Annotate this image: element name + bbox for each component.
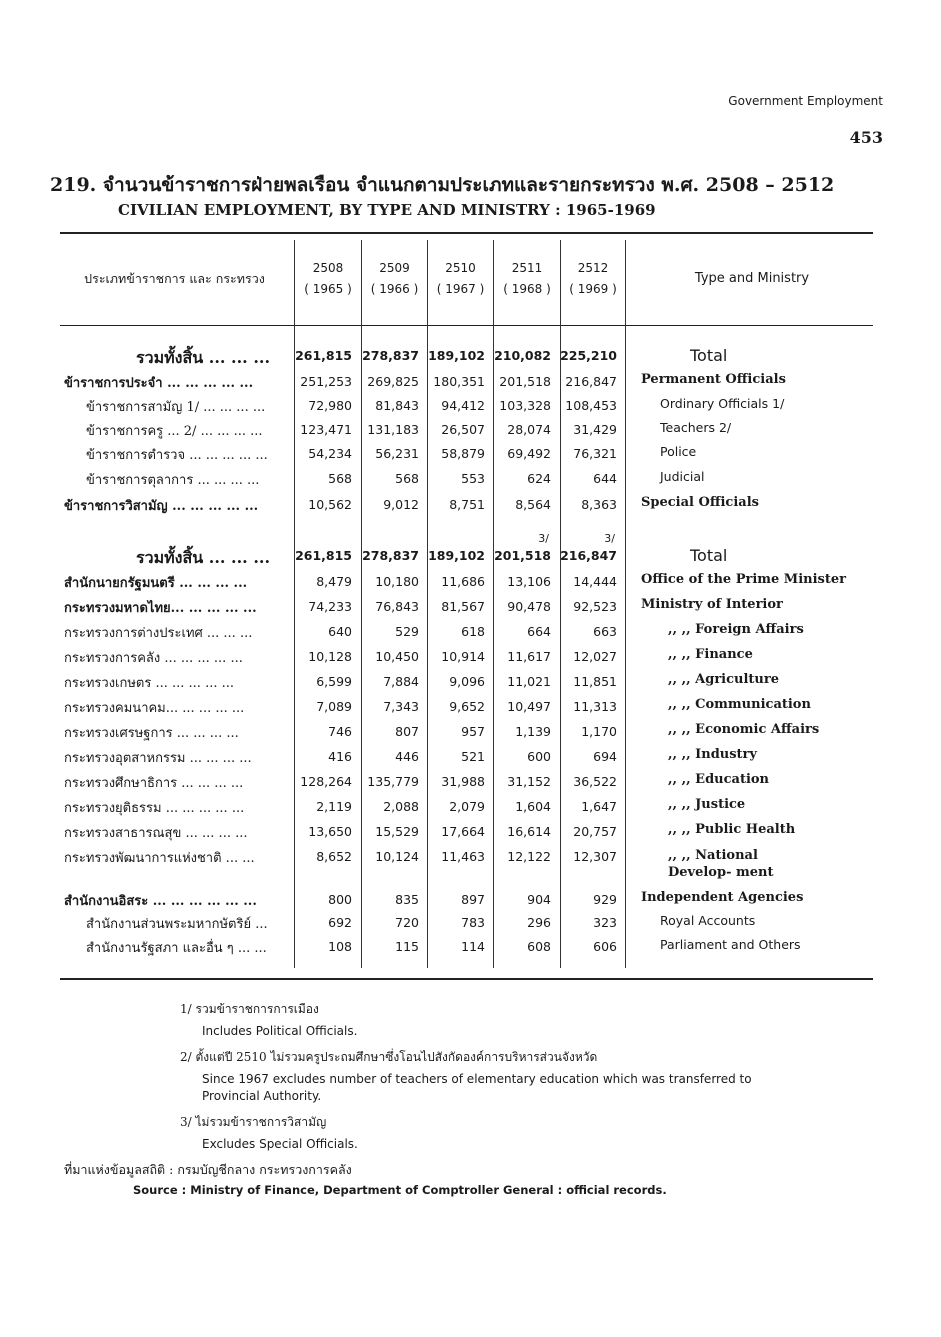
cell-value: 12,122 [507,849,551,864]
cell-value: 957 [461,724,485,739]
row-label-thai: ข้าราชการครู ... 2/ ... ... ... ... [86,424,263,439]
cell-value: 58,879 [441,446,485,461]
cell-value: 7,089 [316,699,352,714]
cell-value: 416 [328,749,352,764]
cell-value: 12,307 [573,849,617,864]
cell-value: 694 [593,749,617,764]
col-header-year: 2512 ( 1969 ) [569,261,617,296]
row-label-english: ,, ,, National Develop- ment [668,848,774,880]
cell-value: 74,233 [308,599,352,614]
table-row [0,772,941,796]
row-label-english: Total [690,346,728,365]
table-row [0,797,941,821]
cell-value: 2,119 [316,799,352,814]
cell-value: 10,562 [308,497,352,512]
table-row [0,420,941,444]
footnote-3-english: Excludes Special Officials. [202,1137,358,1151]
row-label-thai: กระทรวงยุติธรรม ... ... ... ... ... [64,801,245,816]
table-row [0,572,941,596]
cell-value: 108 [328,939,352,954]
cell-value: 131,183 [367,422,419,437]
cell-value: 81,567 [441,599,485,614]
row-label-thai: สำนักงานรัฐสภา และอื่น ๆ ... ... [86,941,267,956]
table-row [0,913,941,937]
table-row [0,847,941,880]
cell-value: 72,980 [308,398,352,413]
cell-value: 10,497 [507,699,551,714]
row-label-english: Independent Agencies [641,890,804,905]
row-label-english: ,, ,, Communication [668,697,811,712]
table-title-thai: 219. จำนวนข้าราชการฝ่ายพลเรือน จำแนกตามประเภทและรายกระทรวง พ.ศ. 2508 – 2512 [50,174,835,196]
cell-value: 135,779 [367,774,419,789]
cell-value: 746 [328,724,352,739]
cell-value: 225,210 [560,348,617,363]
cell-value: 28,074 [507,422,551,437]
cell-value: 251,253 [300,374,352,389]
table-row [0,444,941,468]
cell-value: 10,180 [375,574,419,589]
cell-value: 216,847 [560,548,617,563]
source-thai: ที่มาแห่งข้อมูลสถิติ : กรมบัญชีกลาง กระทรวงการคลัง [64,1162,352,1177]
col-header-right: Type and Ministry [694,271,810,286]
cell-value: 8,479 [316,574,352,589]
row-label-thai: กระทรวงมหาดไทย... ... ... ... ... [64,601,257,616]
table-row [0,890,941,914]
cell-value: 8,652 [316,849,352,864]
col-header-year: 2509 ( 1966 ) [370,261,419,296]
cell-value: 800 [328,892,352,907]
col-header-left: ประเภทข้าราชการ และ กระทรวง [84,271,265,286]
cell-value: 1,647 [581,799,617,814]
footnote-1-english: Includes Political Officials. [202,1024,358,1038]
footnote-3-thai: 3/ ไม่รวมข้าราชการวิสามัญ [180,1115,327,1129]
cell-value: 76,321 [573,446,617,461]
cell-value: 13,650 [308,824,352,839]
page-number: 453 [849,128,883,147]
cell-value: 180,351 [433,374,485,389]
row-label-english: Ministry of Interior [641,597,783,612]
cell-value: 644 [593,471,617,486]
cell-value: 14,444 [573,574,617,589]
row-label-thai: รวมทั้งสิ้น ... ... ... [136,548,271,567]
cell-value: 201,518 [499,374,551,389]
header-rule [60,325,873,326]
cell-value: 11,021 [507,674,551,689]
table-row [0,697,941,721]
table-row [0,647,941,671]
cell-value: 31,429 [573,422,617,437]
cell-value: 8,751 [449,497,485,512]
cell-value: 11,686 [441,574,485,589]
footnote-mark: 3/ [604,532,615,545]
row-label-english: Office of the Prime Minister [641,572,846,587]
row-label-thai: รวมทั้งสิ้น ... ... ... [136,348,271,367]
cell-value: 92,523 [573,599,617,614]
row-label-thai: กระทรวงเศรษฐการ ... ... ... ... [64,726,239,741]
cell-value: 26,507 [441,422,485,437]
col-header-year: 2508 ( 1965 ) [304,261,352,296]
row-label-thai: ข้าราชการตุลาการ ... ... ... ... [86,473,260,488]
cell-value: 210,082 [494,348,551,363]
cell-value: 7,343 [383,699,419,714]
cell-value: 12,027 [573,649,617,664]
row-label-thai: สำนักนายกรัฐมนตรี ... ... ... ... [64,576,248,591]
cell-value: 323 [593,915,617,930]
row-label-english: Police [660,444,697,459]
row-label-thai: กระทรวงอุตสาหกรรม ... ... ... ... [64,751,252,766]
row-label-thai: ข้าราชการวิสามัญ ... ... ... ... ... [64,499,259,514]
row-label-english: Ordinary Officials 1/ [660,396,785,411]
table-row [0,722,941,746]
table-row [0,346,941,370]
cell-value: 296 [527,915,551,930]
table-title-english: CIVILIAN EMPLOYMENT, BY TYPE AND MINISTRY : 1965-1969 [118,201,656,219]
cell-value: 17,664 [441,824,485,839]
table-row [0,469,941,493]
cell-value: 929 [593,892,617,907]
row-label-english: Total [690,546,728,565]
cell-value: 529 [395,624,419,639]
row-label-thai: กระทรวงสาธารณสุข ... ... ... ... [64,826,248,841]
footnote-1-thai: 1/ รวมข้าราชการการเมือง [180,1002,319,1016]
cell-value: 606 [593,939,617,954]
row-label-thai: กระทรวงคมนาคม... ... ... ... ... [64,701,245,716]
cell-value: 608 [527,939,551,954]
cell-value: 1,170 [581,724,617,739]
cell-value: 278,837 [362,348,419,363]
cell-value: 10,128 [308,649,352,664]
row-label-english: Royal Accounts [660,913,756,928]
source-english: Source : Ministry of Finance, Department of Comptroller General : official records. [133,1183,667,1197]
cell-value: 446 [395,749,419,764]
cell-value: 201,518 [494,548,551,563]
cell-value: 720 [395,915,419,930]
running-header: Government Employment [728,94,883,108]
cell-value: 10,914 [441,649,485,664]
cell-value: 6,599 [316,674,352,689]
cell-value: 521 [461,749,485,764]
cell-value: 54,234 [308,446,352,461]
cell-value: 7,884 [383,674,419,689]
cell-value: 9,652 [449,699,485,714]
cell-value: 783 [461,915,485,930]
cell-value: 568 [395,471,419,486]
row-label-english: ,, ,, Foreign Affairs [668,622,804,637]
footnote-2-english-cont: Provincial Authority. [202,1089,322,1103]
row-label-thai: สำนักงานส่วนพระมหากษัตริย์ ... [86,917,268,932]
cell-value: 103,328 [499,398,551,413]
table-row [0,672,941,696]
cell-value: 69,492 [507,446,551,461]
cell-value: 8,363 [581,497,617,512]
cell-value: 56,231 [375,446,419,461]
cell-value: 128,264 [300,774,352,789]
row-label-english: Permanent Officials [641,372,786,387]
row-label-thai: ข้าราชการตำรวจ ... ... ... ... ... [86,448,268,463]
row-label-thai: ข้าราชการประจำ ... ... ... ... ... [64,376,254,391]
cell-value: 108,453 [565,398,617,413]
cell-value: 76,843 [375,599,419,614]
top-rule [60,232,873,234]
table-row [0,937,941,961]
cell-value: 15,529 [375,824,419,839]
cell-value: 807 [395,724,419,739]
cell-value: 1,604 [515,799,551,814]
row-label-thai: สำนักงานอิสระ ... ... ... ... ... ... [64,894,257,909]
cell-value: 11,313 [573,699,617,714]
cell-value: 11,851 [573,674,617,689]
cell-value: 189,102 [428,548,485,563]
footnote-2-english: Since 1967 excludes number of teachers of elementary education which was transferred to [202,1072,752,1086]
row-label-english: ,, ,, Education [668,772,770,787]
table-row [0,372,941,396]
cell-value: 269,825 [367,374,419,389]
row-label-english: ,, ,, Economic Affairs [668,722,820,737]
col-header-year: 2510 ( 1967 ) [436,261,485,296]
cell-value: 568 [328,471,352,486]
row-label-english: Special Officials [641,495,759,510]
row-label-thai: กระทรวงศึกษาธิการ ... ... ... ... [64,776,244,791]
cell-value: 664 [527,624,551,639]
cell-value: 10,450 [375,649,419,664]
row-label-english: ,, ,, Public Health [668,822,796,837]
cell-value: 692 [328,915,352,930]
cell-value: 10,124 [375,849,419,864]
cell-value: 114 [461,939,485,954]
row-label-english: Judicial [660,469,705,484]
row-label-english: ,, ,, Justice [668,797,746,812]
row-label-thai: ข้าราชการสามัญ 1/ ... ... ... ... [86,400,266,415]
cell-value: 600 [527,749,551,764]
row-label-thai: กระทรวงการคลัง ... ... ... ... ... [64,651,243,666]
cell-value: 9,012 [383,497,419,512]
cell-value: 2,088 [383,799,419,814]
row-label-english: ,, ,, Agriculture [668,672,780,687]
footnote-mark: 3/ [538,532,549,545]
row-label-english: Teachers 2/ [660,420,732,435]
cell-value: 2,079 [449,799,485,814]
footnote-2-thai: 2/ ตั้งแต่ปี 2510 ไม่รวมครูประถมศึกษาซึ่งโอนไปสังกัดองค์การบริหารส่วนจังหวัด [180,1050,598,1064]
table-row [0,622,941,646]
row-label-thai: กระทรวงการต่างประเทศ ... ... ... [64,626,253,641]
cell-value: 640 [328,624,352,639]
row-label-english: ,, ,, Finance [668,647,753,662]
cell-value: 31,152 [507,774,551,789]
cell-value: 904 [527,892,551,907]
cell-value: 31,988 [441,774,485,789]
row-label-english: ,, ,, Industry [668,747,757,762]
bottom-rule [60,978,873,980]
cell-value: 115 [395,939,419,954]
cell-value: 553 [461,471,485,486]
cell-value: 8,564 [515,497,551,512]
row-label-thai: กระทรวงเกษตร ... ... ... ... ... [64,676,234,691]
cell-value: 36,522 [573,774,617,789]
cell-value: 20,757 [573,824,617,839]
cell-value: 123,471 [300,422,352,437]
table-row [0,822,941,846]
cell-value: 9,096 [449,674,485,689]
cell-value: 81,843 [375,398,419,413]
table-row [0,495,941,519]
cell-value: 94,412 [441,398,485,413]
table-row [0,532,941,570]
col-header-year: 2511 ( 1968 ) [503,261,551,296]
cell-value: 835 [395,892,419,907]
table-row [0,747,941,771]
cell-value: 11,617 [507,649,551,664]
cell-value: 663 [593,624,617,639]
cell-value: 897 [461,892,485,907]
row-label-thai: กระทรวงพัฒนาการแห่งชาติ ... ... [64,851,255,866]
cell-value: 278,837 [362,548,419,563]
cell-value: 1,139 [515,724,551,739]
cell-value: 11,463 [441,849,485,864]
cell-value: 189,102 [428,348,485,363]
cell-value: 261,815 [295,548,352,563]
cell-value: 90,478 [507,599,551,614]
cell-value: 261,815 [295,348,352,363]
table-row [0,396,941,420]
row-label-english: Parliament and Others [660,937,801,952]
table-row [0,597,941,621]
cell-value: 216,847 [565,374,617,389]
cell-value: 13,106 [507,574,551,589]
cell-value: 624 [527,471,551,486]
cell-value: 16,614 [507,824,551,839]
cell-value: 618 [461,624,485,639]
